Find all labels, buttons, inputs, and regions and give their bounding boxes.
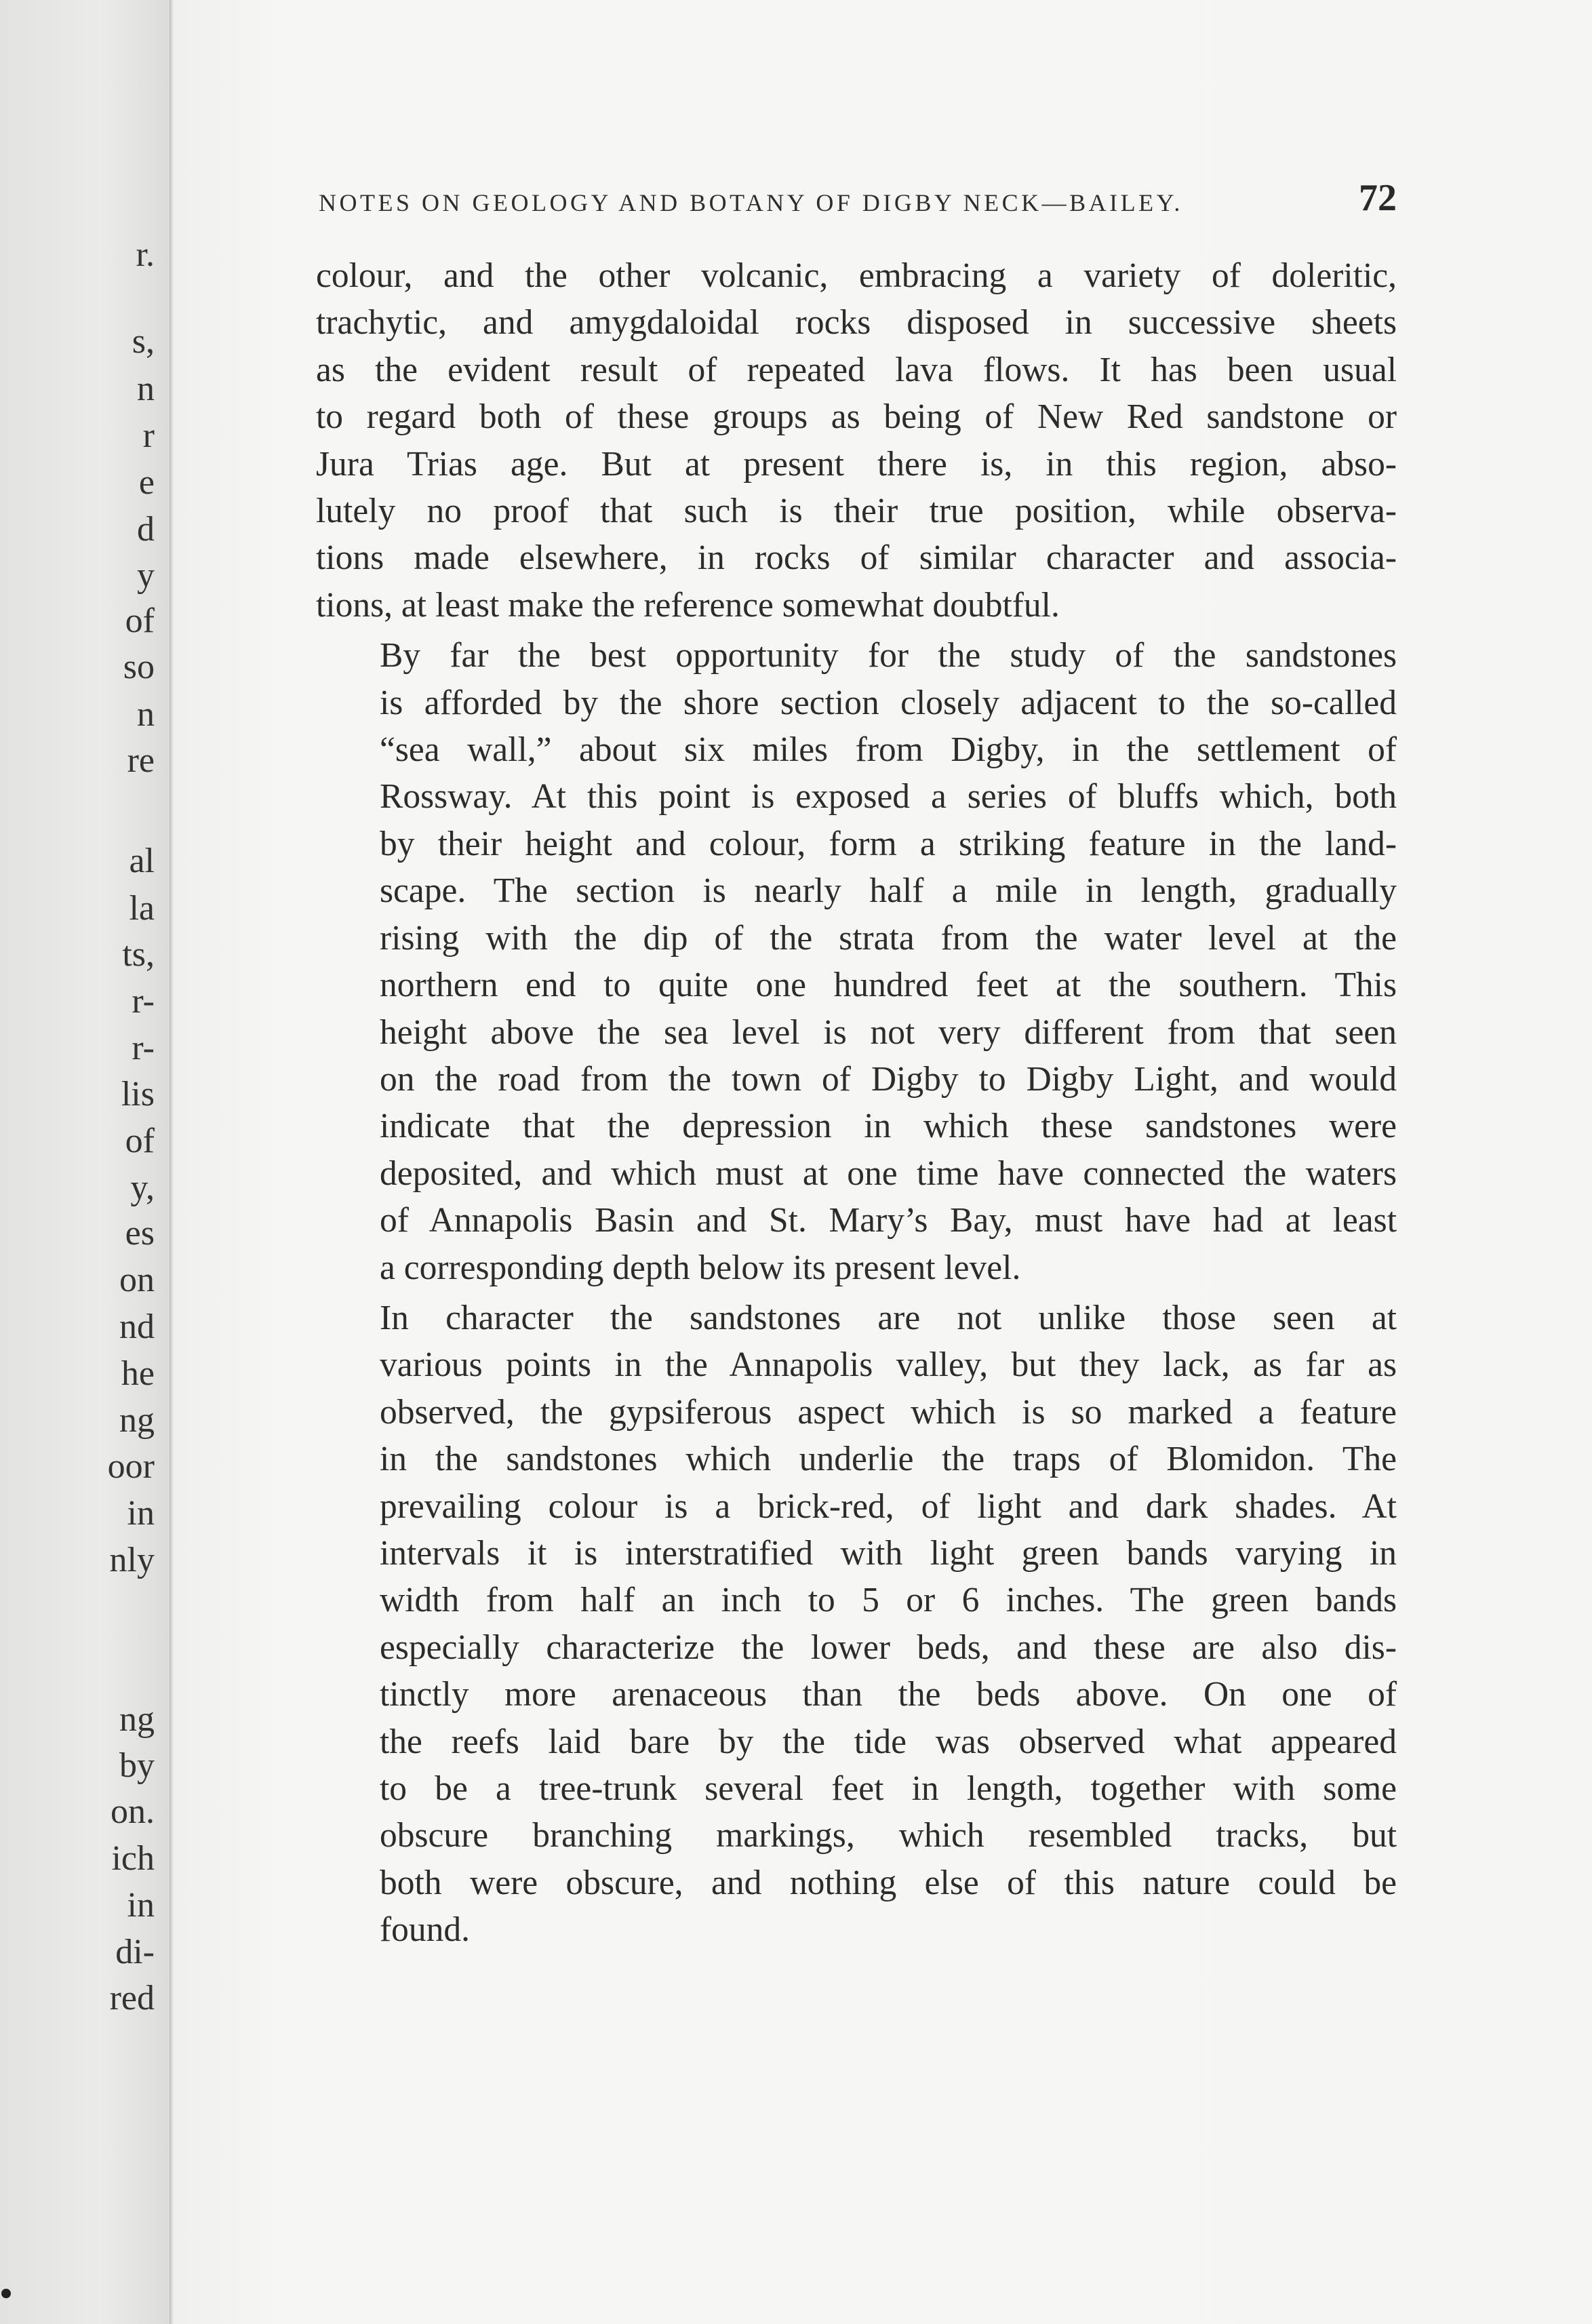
paragraph — [316, 632, 1397, 1291]
facing-page-fragment: lis — [121, 1075, 155, 1114]
facing-page-fragment: r- — [132, 982, 155, 1021]
text-line: on the road from the town of Digby to Digby Light, and would — [380, 1059, 1397, 1099]
text-line: obscure branching markings, which resembled tracks, but — [380, 1816, 1397, 1855]
facing-page-mark — [1, 2289, 11, 2298]
page-number: 72 — [1359, 177, 1397, 219]
facing-page-fragment: n — [137, 370, 155, 408]
facing-page-fragment: e — [138, 463, 155, 502]
facing-page-fragment: of — [125, 1122, 155, 1160]
facing-page-fragment: y, — [130, 1168, 155, 1207]
facing-page-fragment: es — [125, 1214, 155, 1253]
facing-page-fragment: r — [142, 416, 155, 455]
text-line: tions made elsewhere, in rocks of similar character and associa- — [316, 538, 1397, 578]
facing-page-fragment: al — [129, 842, 155, 880]
text-line: tions, at least make the reference somewhat doubtful. — [316, 585, 1060, 625]
running-head — [319, 178, 1397, 222]
facing-page-edge — [0, 0, 170, 2324]
text-line: Rossway. At this point is exposed a series of bluffs which, both — [380, 777, 1397, 816]
facing-page-fragment: la — [129, 889, 155, 928]
text-line: Jura Trias age. But at present there is, in this region, abso- — [316, 444, 1397, 484]
facing-page-fragment: d — [137, 510, 155, 549]
facing-page-fragment: on. — [111, 1792, 155, 1831]
text-line: to be a tree-trunk several feet in length, together with some — [380, 1769, 1397, 1808]
text-line: by their height and colour, form a striking feature in the land- — [380, 824, 1397, 863]
text-line: scape. The section is nearly half a mile in length, gradually — [380, 871, 1397, 911]
facing-page-fragment: ich — [111, 1839, 155, 1878]
facing-page-fragment: ng — [119, 1401, 155, 1440]
text-line: northern end to quite one hundred feet at the southern. This — [380, 966, 1397, 1005]
facing-page-fragment: re — [127, 741, 155, 780]
text-line: In character the sandstones are not unlike those seen at — [380, 1298, 1397, 1337]
facing-page-fragment: r- — [132, 1029, 155, 1067]
text-line: a corresponding depth below its present level. — [380, 1248, 1021, 1287]
text-line: as the evident result of repeated lava flows. It has been usual — [316, 350, 1397, 389]
facing-page-fragment: n — [137, 695, 155, 734]
text-line: prevailing colour is a brick-red, of light and dark shades. At — [380, 1486, 1397, 1526]
text-line: tinctly more arenaceous than the beds above. On one of — [380, 1675, 1397, 1714]
paragraph — [316, 252, 1397, 629]
text-line: to regard both of these groups as being of New Red sandstone or — [316, 397, 1397, 437]
facing-page-fragment: of — [125, 602, 155, 640]
text-line: height above the sea level is not very different from that seen — [380, 1012, 1397, 1052]
facing-page-fragment: red — [109, 1979, 155, 2017]
paragraph — [316, 1295, 1397, 1954]
text-line: “sea wall,” about six miles from Digby, in the settlement of — [380, 730, 1397, 770]
text-line: observed, the gypsiferous aspect which is so marked a feature — [380, 1392, 1397, 1432]
facing-page-fragment: in — [127, 1886, 155, 1925]
facing-page-fragment: in — [127, 1494, 155, 1533]
text-line: By far the best opportunity for the study of the sandstones — [380, 636, 1397, 675]
text-line: of Annapolis Basin and St. Mary’s Bay, must have had at least — [380, 1201, 1397, 1240]
text-line: in the sandstones which underlie the traps of Blomidon. The — [380, 1440, 1397, 1479]
facing-page-fragment: y — [137, 556, 155, 595]
facing-page-fragment: he — [121, 1354, 155, 1393]
facing-page-fragment: nd — [119, 1307, 155, 1346]
text-line: rising with the dip of the strata from the water level at the — [380, 918, 1397, 958]
facing-page-fragment: oor — [107, 1447, 155, 1486]
facing-page-fragment: ng — [119, 1700, 155, 1739]
facing-page-fragment: nly — [109, 1541, 155, 1579]
body-text — [316, 252, 1397, 1954]
facing-page-fragment: di- — [115, 1933, 155, 1971]
text-line: lutely no proof that such is their true position, while observa- — [316, 492, 1397, 531]
facing-page-fragment: ts, — [122, 935, 155, 974]
text-line: trachytic, and amygdaloidal rocks disposed in successive sheets — [316, 303, 1397, 342]
facing-page-fragment: on — [119, 1261, 155, 1299]
facing-page-fragment: by — [119, 1746, 155, 1785]
text-line: found. — [380, 1910, 471, 1950]
text-line: width from half an inch to 5 or 6 inches. The green bands — [380, 1581, 1397, 1620]
text-line: indicate that the depression in which these sandstones were — [380, 1107, 1397, 1146]
text-line: intervals it is interstratified with light green bands varying in — [380, 1533, 1397, 1573]
text-line: various points in the Annapolis valley, but they lack, as far as — [380, 1345, 1397, 1385]
text-line: deposited, and which must at one time have connected the waters — [380, 1154, 1397, 1193]
facing-page-fragment: so — [123, 648, 155, 686]
facing-page-fragment: s, — [132, 322, 155, 361]
text-line: especially characterize the lower beds, and these are also dis- — [380, 1628, 1397, 1667]
running-head-title: NOTES ON GEOLOGY AND BOTANY OF DIGBY NECK—BAILEY. — [319, 189, 1183, 216]
text-line: is afforded by the shore section closely adjacent to the so-called — [380, 683, 1397, 722]
facing-page-fragment: r. — [136, 235, 155, 274]
text-line: both were obscure, and nothing else of this nature could be — [380, 1863, 1397, 1902]
text-line: colour, and the other volcanic, embracing a variety of doleritic, — [316, 256, 1397, 295]
text-line: the reefs laid bare by the tide was observed what appeared — [380, 1722, 1397, 1761]
